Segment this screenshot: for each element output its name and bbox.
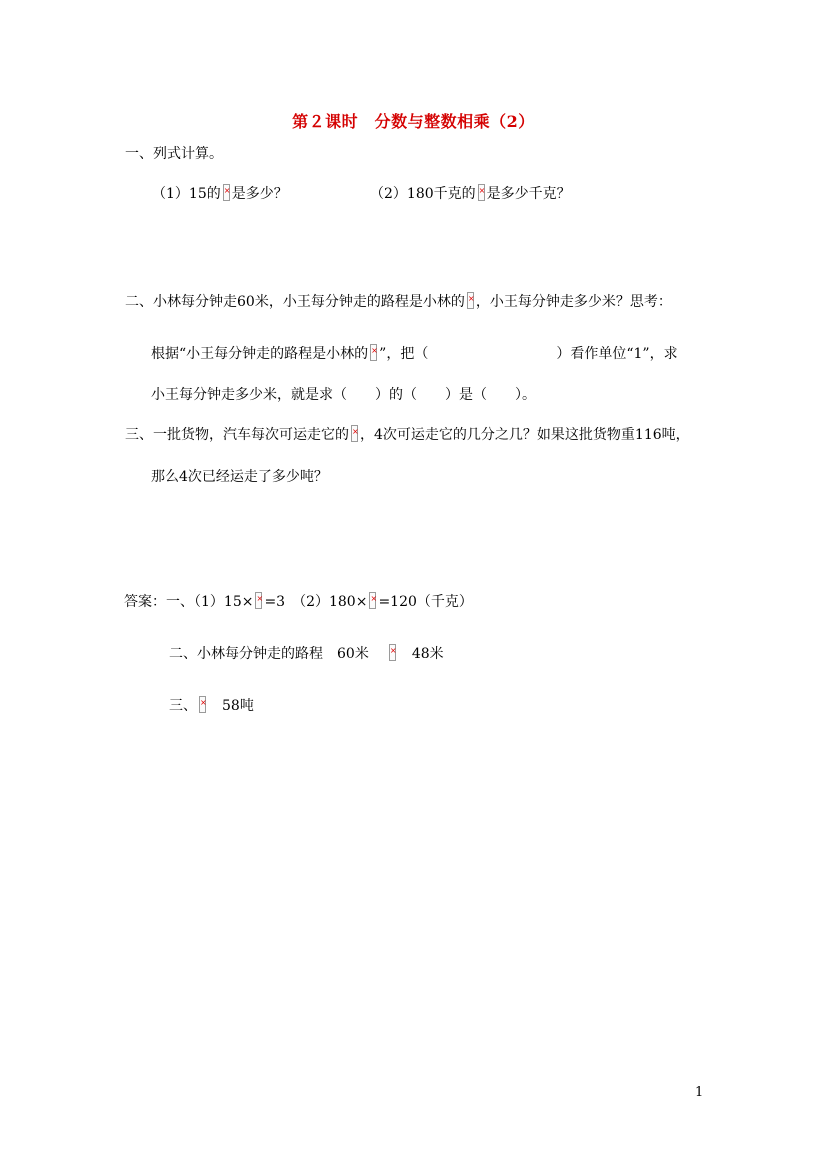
fraction-image-icon [370, 344, 377, 361]
answer-line1 [124, 592, 473, 612]
fraction-image-icon [389, 644, 396, 661]
s2-line2-post: ）看作单位“1”，求 [556, 346, 678, 362]
s2-line2-pre: 根据“小王每分钟走的路程是小林的 [151, 346, 369, 362]
page-title: 第２课时 分数与整数相乘（2） [292, 112, 535, 131]
question-1-1 [152, 184, 288, 204]
section2-line3: 小王每分钟走多少米，就是求（ ）的（ ）是（ ）。 [151, 387, 536, 403]
section2-line1 [125, 292, 672, 312]
section1-heading: 一、列式计算。 [125, 146, 223, 162]
fraction-image-icon [467, 292, 474, 309]
s2-line2-mid: ”，把（ [379, 346, 429, 362]
q2-text-post: 是多少千克？ [486, 186, 571, 202]
page-number: 1 [695, 1085, 704, 1100]
fraction-image-icon [351, 425, 358, 442]
q2-text-pre: （2）180千克的 [370, 186, 476, 202]
section2-line2 [151, 344, 678, 364]
s2-line1-post: ，小王每分钟走多少米？思考： [475, 294, 672, 310]
section3-line1 [125, 425, 690, 445]
question-1-2 [370, 184, 571, 204]
fraction-image-icon [223, 184, 230, 201]
ans3-b: 58吨 [222, 698, 254, 714]
answer-line2 [169, 644, 444, 664]
ans2-b: 48米 [411, 646, 444, 662]
section3-line2: 那么4次已经运走了多少吨？ [151, 469, 328, 485]
ans2-a: 二、小林每分钟走的路程 60米 [169, 646, 369, 662]
s2-line1-pre: 二、小林每分钟走60米，小王每分钟走的路程是小林的 [125, 294, 465, 310]
ans3-a: 三、 [169, 698, 197, 714]
q1-text-post: 是多少？ [231, 186, 288, 202]
s3-line1-pre: 三、一批货物，汽车每次可运走它的 [125, 427, 349, 443]
fraction-image-icon [478, 184, 485, 201]
fraction-image-icon [199, 696, 206, 713]
q1-text-pre: （1）15的 [152, 186, 221, 202]
ans1-c: =120（千克） [378, 594, 473, 610]
s3-line1-post: ，4次可运走它的几分之几？如果这批货物重116吨， [360, 427, 690, 443]
fraction-image-icon [255, 592, 262, 609]
ans1-b: =3 （2）180× [264, 594, 368, 610]
answer-line3 [169, 696, 254, 716]
ans1-a: 答案：一、（1）15× [124, 594, 254, 610]
fraction-image-icon [369, 592, 376, 609]
